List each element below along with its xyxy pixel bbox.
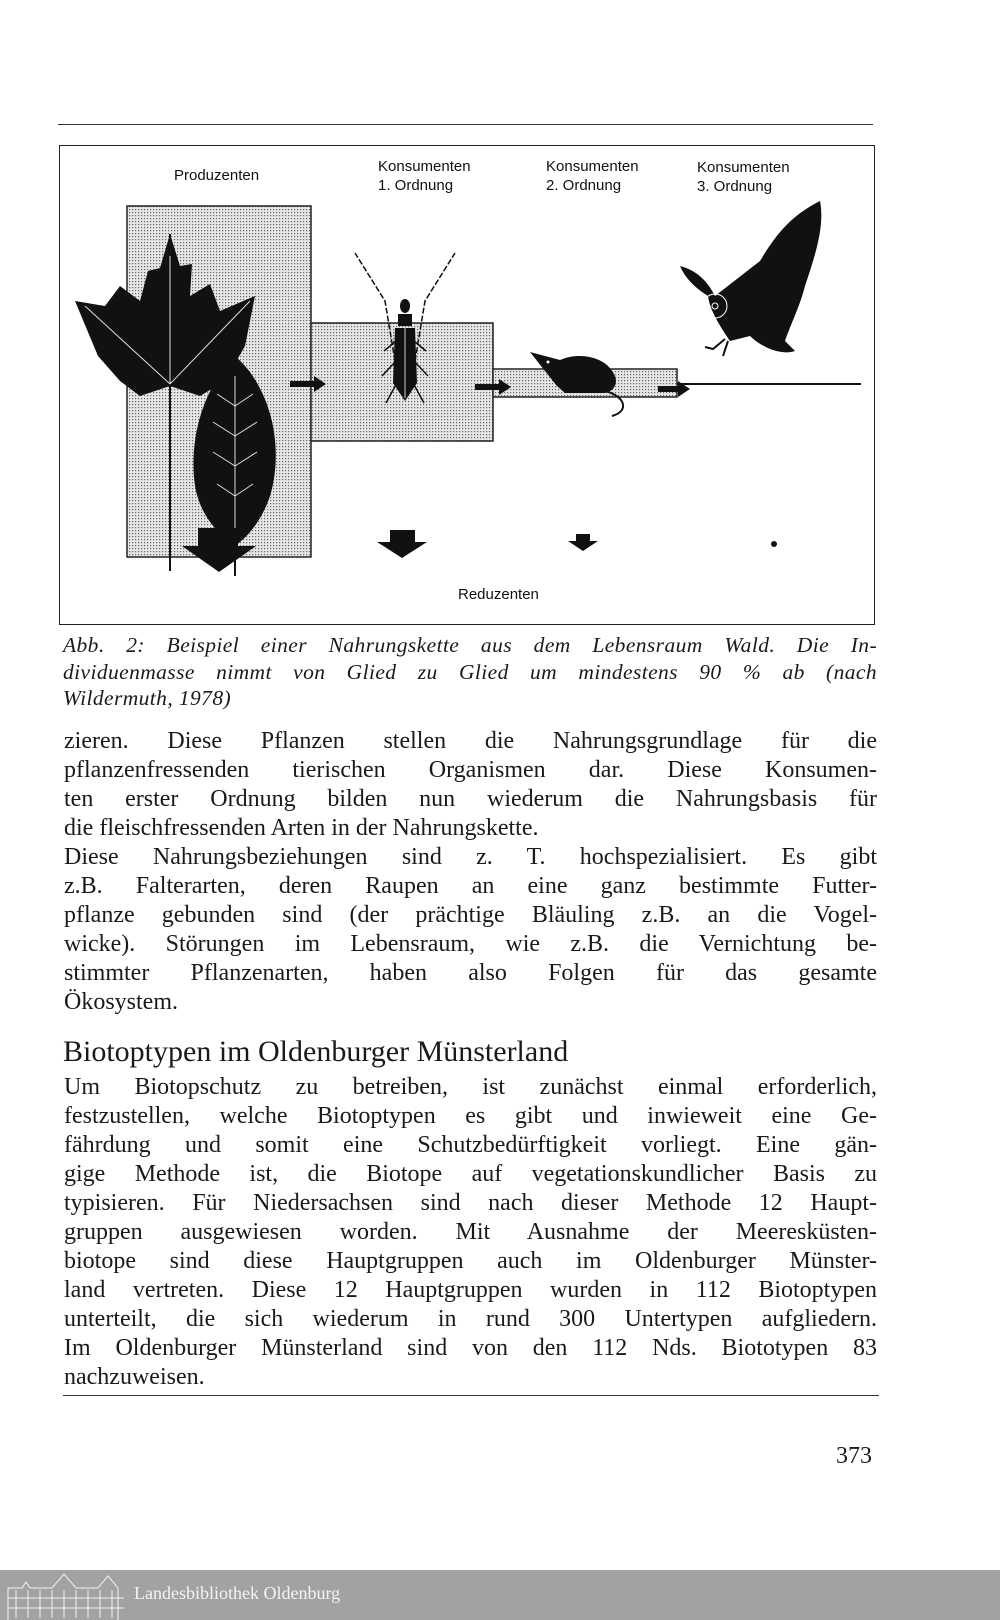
decomposers-label: Reduzenten — [458, 586, 539, 603]
text-line: festzustellen, welche Biotoptypen es gibt und inwieweit eine Ge- — [64, 1103, 877, 1129]
text-line: zieren. Diese Pflanzen stellen die Nahrungsgrundlage für die — [64, 728, 877, 754]
consumers2-label-line2: 2. Ordnung — [546, 177, 622, 194]
consumers2-label-line1: Konsumenten — [546, 158, 639, 175]
caption-line: dividuenmasse nimmt von Glied zu Glied um mindestens 90 % ab (nach — [63, 659, 877, 684]
text-line: stimmter Pflanzenarten, haben also Folgen für das gesamte — [64, 960, 877, 986]
caption-line: Wildermuth, 1978) — [63, 686, 232, 710]
text-line: fährdung und somit eine Schutzbedürftigkeit vorliegt. Eine gän- — [64, 1132, 877, 1158]
food-chain-diagram — [60, 146, 876, 626]
text-line: Ökosystem. — [64, 989, 178, 1015]
text-line: unterteilt, die sich wiederum in rund 300 Untertypen aufgliedern. — [64, 1306, 877, 1332]
owl-icon — [680, 201, 821, 356]
text-line: Diese Nahrungsbeziehungen sind z. T. hochspezialisiert. Es gibt — [64, 844, 877, 870]
text-line: gige Methode ist, die Biotope auf vegetationskundlicher Basis zu — [64, 1161, 877, 1187]
paragraph-3 — [64, 1073, 877, 1392]
paragraph-1 — [64, 727, 877, 1017]
text-line: die fleischfressenden Arten in der Nahrungskette. — [64, 815, 539, 841]
consumers3-label — [697, 158, 790, 196]
consumers3-label-line2: 3. Ordnung — [697, 178, 773, 195]
food-chain-figure — [59, 145, 875, 625]
text-line: ten erster Ordnung bilden nun wiederum die Nahrungsbasis für — [64, 786, 877, 812]
consumers1-label — [378, 157, 471, 195]
bottom-rule — [63, 1395, 879, 1396]
text-line: pflanzenfressenden tierischen Organismen dar. Diese Konsumen- — [64, 757, 877, 783]
text-line: gruppen ausgewiesen worden. Mit Ausnahme der Meeresküsten- — [64, 1219, 877, 1245]
figure-caption — [63, 632, 877, 712]
producers-label: Produzenten — [174, 167, 260, 184]
text-line: z.B. Falterarten, deren Raupen an eine ganz bestimmte Futter- — [64, 873, 877, 899]
top-rule — [58, 124, 873, 125]
text-line: nachzuweisen. — [64, 1364, 205, 1390]
consumers3-label-line1: Konsumenten — [697, 159, 790, 176]
text-line: Im Oldenburger Münsterland sind von den 112 Nds. Biototypen 83 — [64, 1335, 877, 1361]
library-name: Landesbibliothek Oldenburg — [134, 1583, 341, 1603]
text-line: land vertreten. Diese 12 Hauptgruppen wurden in 112 Biotoptypen — [64, 1277, 877, 1303]
text-line: Um Biotopschutz zu betreiben, ist zunächst einmal erforderlich, — [64, 1074, 877, 1100]
caption-line: Abb. 2: Beispiel einer Nahrungskette aus dem Lebensraum Wald. Die In- — [63, 633, 877, 657]
text-line: wicke). Störungen im Lebensraum, wie z.B. die Vernichtung be- — [64, 931, 877, 957]
text-line: typisieren. Für Niedersachsen sind nach dieser Methode 12 Haupt- — [64, 1190, 877, 1216]
library-footer-bar — [0, 1570, 1000, 1620]
consumers1-label-line2: 1. Ordnung — [378, 177, 454, 194]
text-line: biotope sind diese Hauptgruppen auch im Oldenburger Münster- — [64, 1248, 877, 1274]
page-number: 373 — [836, 1443, 872, 1469]
consumers1-label-line1: Konsumenten — [378, 158, 471, 175]
section-heading: Biotoptypen im Oldenburger Münsterland — [63, 1035, 569, 1068]
library-building-logo — [6, 1572, 124, 1620]
consumers2-label — [546, 157, 639, 195]
text-line: pflanze gebunden sind (der prächtige Bläuling z.B. an die Vogel- — [64, 902, 877, 928]
